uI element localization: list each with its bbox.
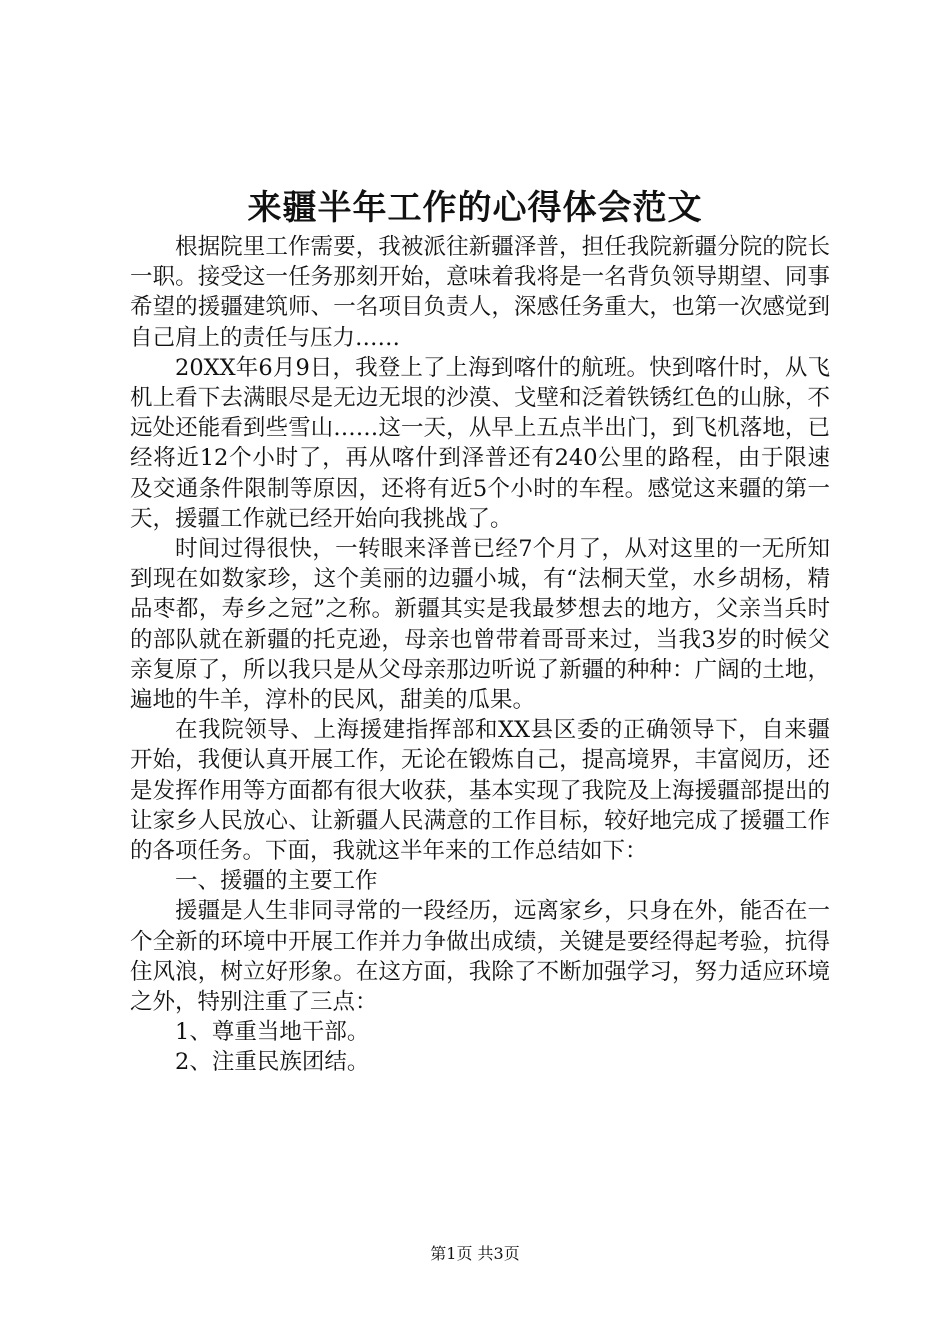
paragraph: 时间过得很快，一转眼来泽普已经7个月了，从对这里的一无所知到现在如数家珍，这个美丽的边疆小城，有“法桐天堂，水乡胡杨，精品枣都，寿乡之冠”之称。新疆其实是我最梦想去的地方，父亲当兵时的部队就在新疆的托克逊，母亲也曾带着哥哥来过，当我3岁的时候父亲复原了，所以我只是从父母亲那边听说了新疆的种种：广阔的土地，遍地的牛羊，淳朴的民风，甜美的瓜果。 [130, 536, 830, 714]
list-item: 2、注重民族团结。 [175, 1049, 370, 1076]
paragraph: 在我院领导、上海援建指挥部和XX县区委的正确领导下，自来疆开始，我便认真开展工作，无论在锻炼自己，提高境界，丰富阅历，还是发挥作用等方面都有很大收获，基本实现了我院及上海援疆部提出的让家乡人民放心、让新疆人民满意的工作目标，较好地完成了援疆工作的各项任务。下面，我就这半年来的工作总结如下： [130, 717, 830, 865]
page-number-footer: 第1页 共3页 [430, 1244, 520, 1263]
paragraph: 援疆是人生非同寻常的一段经历，远离家乡，只身在外，能否在一个全新的环境中开展工作并力争做出成绩，关键是要经得起考验，抗得住风浪，树立好形象。在这方面，我除了不断加强学习，努力适应环境之外，特别注重了三点： [130, 898, 830, 1016]
document-title: 来疆半年工作的心得体会范文 [247, 188, 703, 228]
document-body [130, 232, 830, 1078]
paragraph: 根据院里工作需要，我被派往新疆泽普，担任我院新疆分院的院长一职。接受这一任务那刻开始，意味着我将是一名背负领导期望、同事希望的援疆建筑师、一名项目负责人，深感任务重大，也第一次感觉到自己肩上的责任与压力…… [130, 234, 830, 351]
section-heading: 一、援疆的主要工作 [175, 868, 378, 895]
paragraph: 20XX年6月9日，我登上了上海到喀什的航班。快到喀什时，从飞机上看下去满眼尽是无边无垠的沙漠、戈壁和泛着铁锈红色的山脉，不远处还能看到些雪山……这一天，从早上五点半出门，到飞机落地，已经将近12个小时了，再从喀什到泽普还有240公里的路程，由于限速及交通条件限制等原因，还将有近5个小时的车程。感觉这来疆的第一天，援疆工作就已经开始向我挑战了。 [130, 354, 830, 532]
list-item: 1、尊重当地干部。 [175, 1019, 370, 1046]
